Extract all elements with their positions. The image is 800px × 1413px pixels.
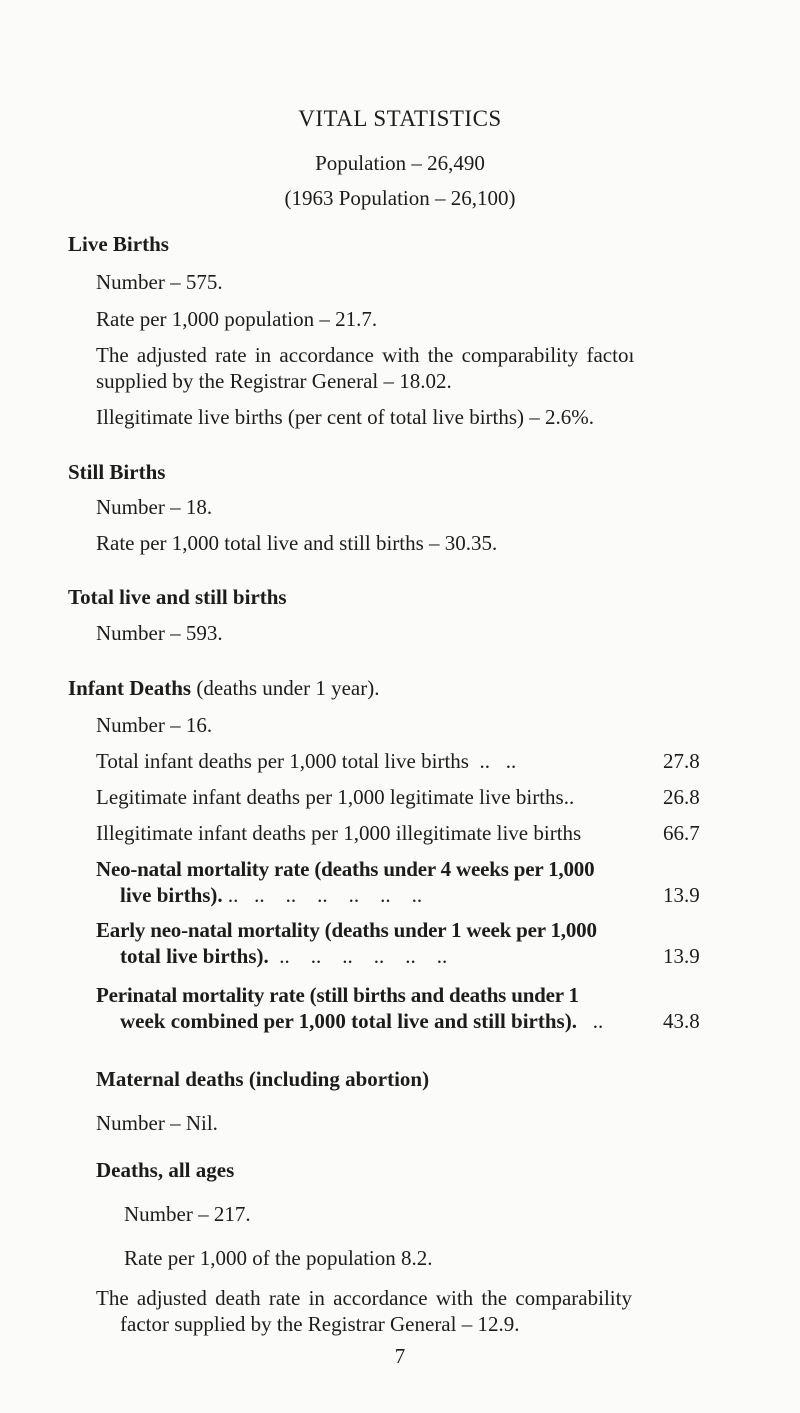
row-value: 27.8 [663,749,700,773]
deaths-all-ages-rate: Rate per 1,000 of the population 8.2. [124,1246,433,1270]
row-label: Illegitimate infant deaths per 1,000 illegitimate live births [96,821,582,845]
maternal-deaths-heading: Maternal deaths (including abortion) [96,1067,430,1091]
live-births-adjusted-line2: supplied by the Registrar General – 18.02. [96,369,452,393]
maternal-deaths-number: Number – Nil. [96,1111,218,1135]
neo-natal-line2 [120,883,422,908]
deaths-all-ages-number: Number – 217. [124,1202,251,1226]
perinatal-line2 [120,1009,603,1034]
live-births-heading: Live Births [68,232,169,256]
early-neo-natal-line1: Early neo-natal mortality (deaths under 1 week per 1,000 [96,918,597,942]
page-title: VITAL STATISTICS [298,106,502,131]
population-1963: (1963 Population – 26,100) [284,186,516,210]
infant-deaths-heading-note: (deaths under 1 year). [191,676,380,700]
early-neo-natal-value: 13.9 [663,944,700,968]
infant-deaths-row [96,821,581,846]
neo-natal-value: 13.9 [663,883,700,907]
neo-natal-label: live births). [120,883,223,907]
dot-leader: .. .. .. .. .. .. .. [222,883,423,907]
illegitimate-live-births: Illegitimate live births (per cent of total live births) – 2.6%. [96,405,595,429]
infant-deaths-heading-line [68,676,379,701]
still-births-rate: Rate per 1,000 total live and still births – 30.35. [96,531,498,555]
live-births-rate: Rate per 1,000 population – 21.7. [96,307,378,331]
row-label: Legitimate infant deaths per 1,000 legitimate live births [96,785,564,809]
dot-leader: .. [563,785,575,809]
dot-leader: .. .. [468,749,517,773]
deaths-all-ages-heading: Deaths, all ages [96,1158,235,1182]
still-births-number: Number – 18. [96,495,213,519]
perinatal-value: 43.8 [663,1009,700,1033]
dot-leader: .. .. .. .. .. .. [268,944,448,968]
live-births-adjusted-line1: The adjusted rate in accordance with the comparability factoı [96,343,635,367]
dot-leader: .. [576,1009,604,1033]
live-births-number: Number – 575. [96,270,223,294]
row-value: 66.7 [663,821,700,845]
perinatal-label: week combined per 1,000 total live and still births). [120,1009,577,1033]
page-number: 7 [394,1344,406,1368]
neo-natal-line1: Neo-natal mortality rate (deaths under 4 weeks per 1,000 [96,857,595,881]
infant-deaths-row [96,749,516,774]
still-births-heading: Still Births [68,460,166,484]
row-value: 26.8 [663,785,700,809]
total-births-heading: Total live and still births [68,585,287,609]
infant-deaths-heading: Infant Deaths [68,676,192,700]
infant-deaths-number: Number – 16. [96,713,213,737]
early-neo-natal-line2 [120,944,447,969]
population: Population – 26,490 [315,151,485,175]
perinatal-line1: Perinatal mortality rate (still births and deaths under 1 [96,983,579,1007]
early-neo-natal-label: total live births). [120,944,269,968]
total-births-number: Number – 593. [96,621,223,645]
deaths-adjusted-line1: The adjusted death rate in accordance with the comparability [96,1286,632,1310]
infant-deaths-row [96,785,574,810]
deaths-adjusted-line2: factor supplied by the Registrar General – 12.9. [120,1312,520,1336]
row-label: Total infant deaths per 1,000 total live births [96,749,469,773]
